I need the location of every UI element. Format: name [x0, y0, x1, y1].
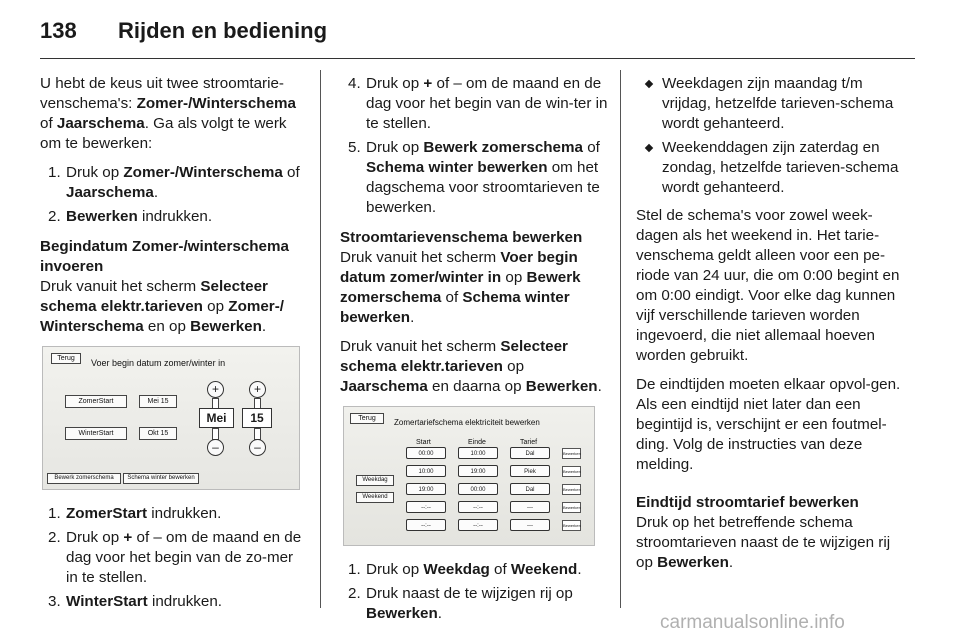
section-heading: Stroomtarievenschema bewerken [340, 229, 583, 246]
column-header-einde: Einde [468, 439, 486, 446]
list-item: Weekenddagen zijn zaterdag en zondag, hetzelfde tarieven-schema wordt gehanteerd. [636, 138, 902, 198]
month-value: Mei [199, 408, 234, 428]
winterstart-button[interactable]: WinterStart [65, 427, 127, 440]
back-button[interactable]: Terug [51, 353, 81, 364]
page-title: Rijden en bediening [118, 18, 328, 43]
step-list [340, 560, 608, 624]
list-item: 3. WinterStart indrukken. [48, 593, 223, 610]
edit-winter-schedule-button[interactable]: Schema winter bewerken [123, 473, 199, 484]
paragraph: Druk op het betreffende schema stroomtarieven naast de te wijzigen rij op Bewerken. [636, 514, 891, 571]
einde-cell: 19:00 [458, 465, 498, 477]
winter-value: Okt 15 [139, 427, 177, 440]
watermark: carmanualsonline.info [660, 612, 845, 633]
edit-row-button[interactable]: Bewerken [562, 502, 581, 513]
edit-row-button[interactable]: Bewerken [562, 466, 581, 477]
start-cell: 10:00 [406, 465, 446, 477]
tarief-cell: Dal [510, 447, 550, 459]
section-heading: Begindatum Zomer-/winterschema invoeren [40, 238, 289, 275]
back-button[interactable]: Terug [350, 413, 384, 424]
day-value: 15 [242, 408, 272, 428]
start-cell: --:-- [406, 519, 446, 531]
screen-title: Zomertariefschema elektriciteit bewerken [394, 418, 540, 427]
header-rule [40, 58, 915, 59]
date-entry-screenshot [42, 346, 300, 490]
einde-cell: 00:00 [458, 483, 498, 495]
zomerstart-button[interactable]: ZomerStart [65, 395, 127, 408]
intro-paragraph: U hebt de keus uit twee stroomtarie-venschema's: Zomer-/Winterschema of Jaarschema. Ga als volgt te werk om te bewerken: [40, 75, 296, 152]
edit-summer-schedule-button[interactable]: Bewerk zomerschema [47, 473, 121, 484]
paragraph: Stel de schema's voor zowel week-dagen als het weekend in. Het tarie-venschema geldt alleen voor een pe-riode van 24 uur, die om 0:00 begint en om 0:00 eindigt. Voor elke dag kunnen vijf verschillende tarieven worden ingevoerd, die niet allemaal hoeven worden gebruikt. [636, 207, 900, 364]
tarief-cell: Piek [510, 465, 550, 477]
column-2 [340, 74, 608, 634]
column-1 [40, 74, 308, 622]
einde-cell: 10:00 [458, 447, 498, 459]
list-item: 5. Druk op Bewerk zomerschema of Schema winter bewerken om het dagschema voor stroomtarieven te bewerken. [348, 139, 600, 216]
screen-title: Voer begin datum zomer/winter in [91, 358, 226, 368]
einde-cell: --:-- [458, 519, 498, 531]
column-divider [620, 70, 621, 608]
page-header [0, 0, 960, 60]
tarief-cell: Dal [510, 483, 550, 495]
month-plus-button[interactable]: + [207, 381, 224, 398]
list-item: 4. Druk op + of – om de maand en de dag voor het begin van de win-ter in te stellen. [348, 75, 608, 132]
diamond-bullet-icon [645, 144, 653, 152]
column-divider [320, 70, 321, 608]
step-list [40, 504, 308, 612]
list-item: 2. Bewerken indrukken. [48, 208, 213, 225]
list-item: Weekdagen zijn maandag t/m vrijdag, hetzelfde tarieven-schema wordt gehanteerd. [636, 74, 902, 134]
list-item: 1. Druk op Weekdag of Weekend. [348, 561, 582, 578]
tarief-cell: --- [510, 501, 550, 513]
bullet-list [636, 74, 902, 198]
edit-row-button[interactable]: Bewerken [562, 448, 581, 459]
tarief-cell: --- [510, 519, 550, 531]
column-3 [636, 74, 902, 582]
list-item: 2. Druk naast de te wijzigen rij op Bewerken. [348, 585, 573, 622]
paragraph: Druk vanuit het scherm Selecteer schema elektr.tarieven op Jaarschema en daarna op Bewerken. [340, 338, 602, 395]
einde-cell: --:-- [458, 501, 498, 513]
paragraph: Druk vanuit het scherm Selecteer schema elektr.tarieven op Zomer-/ Winterschema en op Bewerken. [40, 278, 284, 335]
paragraph: Druk vanuit het scherm Voer begin datum zomer/winter in op Bewerk zomerschema of Schema winter bewerken. [340, 249, 581, 326]
list-item: 1. ZomerStart indrukken. [48, 505, 222, 522]
page-number: 138 [40, 18, 77, 43]
start-cell: --:-- [406, 501, 446, 513]
list-item: 2. Druk op + of – om de maand en de dag voor het begin van de zo-mer in te stellen. [48, 529, 302, 586]
column-header-tarief: Tarief [520, 439, 538, 446]
weekdag-button[interactable]: Weekdag [356, 475, 394, 486]
section-heading: Eindtijd stroomtarief bewerken [636, 494, 859, 511]
weekend-button[interactable]: Weekend [356, 492, 394, 503]
zomer-value: Mei 15 [139, 395, 177, 408]
list-item: 1. Druk op Zomer-/Winterschema of Jaarschema. [48, 164, 300, 201]
step-list [40, 163, 308, 227]
diamond-bullet-icon [645, 80, 653, 88]
month-minus-button[interactable]: – [207, 439, 224, 456]
edit-row-button[interactable]: Bewerken [562, 520, 581, 531]
day-minus-button[interactable]: – [249, 439, 266, 456]
start-cell: 00:00 [406, 447, 446, 459]
edit-row-button[interactable]: Bewerken [562, 484, 581, 495]
start-cell: 19:00 [406, 483, 446, 495]
paragraph: De eindtijden moeten elkaar opvol-gen. Als een eindtijd niet later dan een begintijd is, verschijnt er een foutmel-ding. Volg de instructies van deze melding. [636, 376, 901, 473]
column-header-start: Start [416, 439, 431, 446]
day-plus-button[interactable]: + [249, 381, 266, 398]
step-list [340, 74, 608, 218]
tariff-schedule-screenshot [343, 406, 595, 546]
